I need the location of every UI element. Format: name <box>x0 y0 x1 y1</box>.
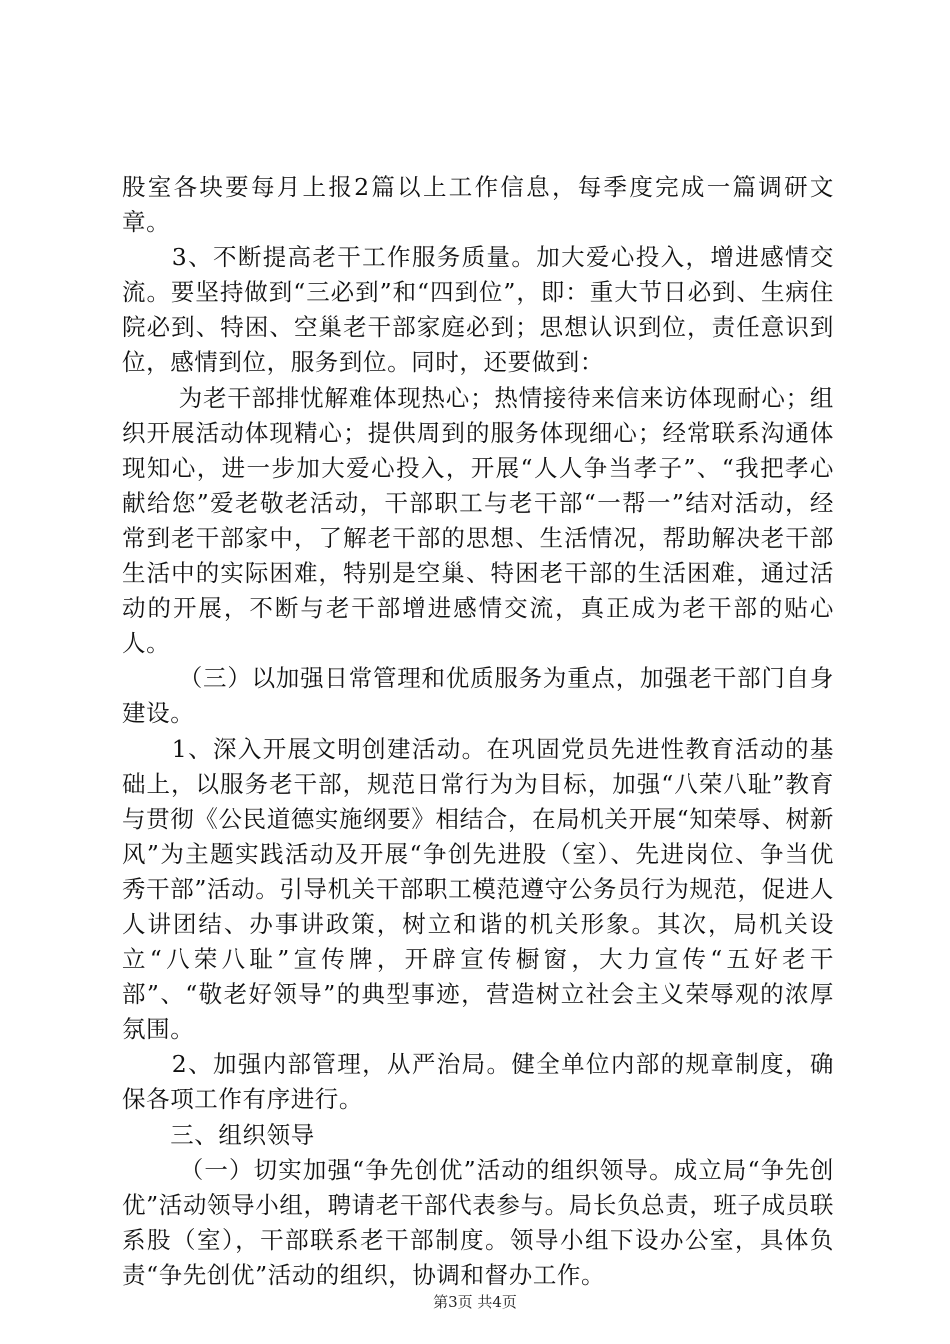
paragraph-service-quality: 3、不断提高老干工作服务质量。加大爱心投入，增进感情交流。要坚持做到“三必到”和“四到位”，即：重大节日必到、生病住院必到、特困、空巢老干部家庭必到；思想认识到位，责任意识到位，感情到位，服务到位。同时，还要做到： <box>122 243 834 377</box>
heading-organization-leadership: 三、组织领导 <box>122 1120 315 1149</box>
paragraph-info-report: 股室各块要每月上报2篇以上工作信息，每季度完成一篇调研文章。 <box>122 173 834 237</box>
paragraph-section-three-heading: （三）以加强日常管理和优质服务为重点，加强老干部门自身建设。 <box>122 664 834 728</box>
document-body <box>122 170 834 1293</box>
paragraph-civilization-activity: 1、深入开展文明创建活动。在巩固党员先进性教育活动的基础上，以服务老干部，规范日常行为为目标，加强“八荣八耻”教育与贯彻《公民道德实施纲要》相结合，在局机关开展“知荣辱、树新风”为主题实践活动及开展“争创先进股（室）、先进岗位、争当优秀干部”活动。引导机关干部职工模范遵守公务员行为规范，促进人人讲团结、办事讲政策，树立和谐的机关形象。其次，局机关设立“八荣八耻”宣传牌，开辟宣传橱窗，大力宣传“五好老干部”、“敬老好领导”的典型事迹，营造树立社会主义荣辱观的浓厚氛围。 <box>122 734 834 1044</box>
page-number-footer: 第3页 共4页 <box>433 1293 517 1311</box>
paragraph-leadership-group: （一）切实加强“争先创优”活动的组织领导。成立局“争先创优”活动领导小组，聘请老干部代表参与。局长负总责，班子成员联系股（室），干部联系老干部制度。领导小组下设办公室，具体负责“争先创优”活动的组织，协调和督办工作。 <box>122 1155 834 1289</box>
paragraph-five-hearts: 为老干部排忧解难体现热心；热情接待来信来访体现耐心；组织开展活动体现精心；提供周到的服务体现细心；经常联系沟通体现知心，进一步加大爱心投入，开展“人人争当孝子”、“我把孝心献给您”爱老敬老活动，干部职工与老干部“一帮一”结对活动，经常到老干部家中，了解老干部的思想、生活情况，帮助解决老干部生活中的实际困难，特别是空巢、特困老干部的生活困难，通过活动的开展，不断与老干部增进感情交流，真正成为老干部的贴心人。 <box>122 383 834 658</box>
paragraph-internal-management: 2、加强内部管理，从严治局。健全单位内部的规章制度，确保各项工作有序进行。 <box>122 1050 834 1114</box>
